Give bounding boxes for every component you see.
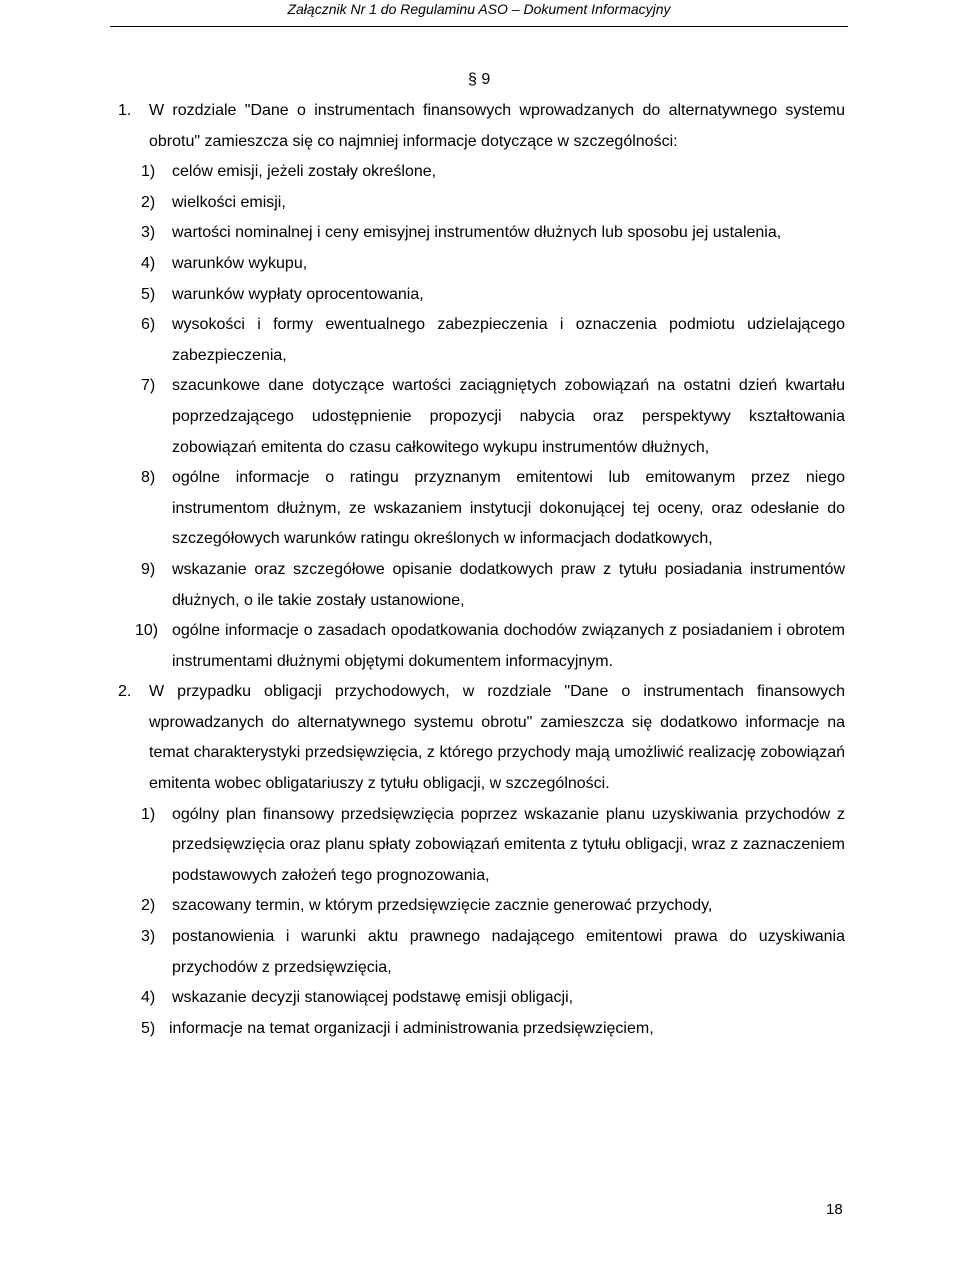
item-number: 2) — [141, 897, 156, 915]
item-number: 5) — [141, 285, 156, 303]
list-item — [118, 218, 845, 249]
item-text: szacowany termin, w którym przedsięwzięcie zacznie generować przychody, — [172, 897, 713, 915]
item-number: 6) — [141, 316, 156, 334]
point-1-items — [118, 157, 845, 677]
item-number: 9) — [141, 560, 156, 578]
document-body — [118, 96, 845, 1044]
item-text: wskazanie decyzji stanowiącej podstawę emisji obligacji, — [172, 989, 574, 1007]
item-text: wartości nominalnej i ceny emisyjnej instrumentów dłużnych lub sposobu jej ustalenia, — [172, 224, 782, 242]
list-item — [118, 310, 845, 371]
item-text: szacunkowe dane dotyczące wartości zaciągniętych zobowiązań na ostatni dzień kwartału poprzedzającego udostępnienie propozycji nabycia oraz perspektywy kształtowania zobowiązań emitenta do czasu całkowitego wykupu instrumentów dłużnych, — [172, 377, 845, 456]
list-item — [118, 249, 845, 280]
page-number: 18 — [826, 1201, 843, 1218]
item-text: ogólny plan finansowy przedsięwzięcia poprzez wskazanie planu uzyskiwania przychodów z przedsięwzięcia oraz planu spłaty zobowiązań emitenta z tytułu obligacji, wraz z zaznaczeniem podstawowych założeń tego prognozowania, — [172, 805, 845, 884]
item-text: ogólne informacje o zasadach opodatkowania dochodów związanych z posiadaniem i obrotem instrumentami dłużnymi objętymi dokumentem informacyjnym. — [172, 622, 845, 670]
list-item — [118, 280, 845, 311]
item-number: 3) — [141, 224, 156, 242]
item-text: celów emisji, jeżeli zostały określone, — [172, 163, 437, 181]
list-item — [118, 1014, 845, 1045]
item-text: warunków wykupu, — [172, 254, 308, 272]
list-item — [118, 616, 845, 677]
point-text: W przypadku obligacji przychodowych, w rozdziale "Dane o instrumentach finansowych wprowadzanych do alternatywnego systemu obrotu" zamieszcza się dodatkowo informacje na temat charakterystyki przedsięwzięcia, z którego przychody mają umożliwić realizację zobowiązań emitenta wobec obligatariuszy z tytułu obligacji, w szczególności. — [149, 683, 845, 793]
list-item — [118, 922, 845, 983]
point-text: W rozdziale "Dane o instrumentach finansowych wprowadzanych do alternatywnego systemu obrotu" zamieszcza się co najmniej informacje dotyczące w szczególności: — [149, 102, 845, 150]
point-number: 1. — [118, 102, 132, 119]
list-item — [118, 371, 845, 463]
list-item — [118, 891, 845, 922]
item-number: 1) — [141, 163, 156, 181]
point-1 — [118, 96, 845, 157]
list-item — [118, 157, 845, 188]
item-text: warunków wypłaty oprocentowania, — [172, 285, 424, 303]
point-2-items — [118, 800, 845, 1045]
item-number: 1) — [141, 805, 156, 823]
list-item — [118, 555, 845, 616]
page-header — [110, 0, 848, 27]
item-text: wysokości i formy ewentualnego zabezpieczenia i oznaczenia podmiotu udzielającego zabezpieczenia, — [172, 316, 845, 364]
item-number: 7) — [141, 377, 156, 395]
item-text: wielkości emisji, — [172, 193, 286, 211]
list-item — [118, 983, 845, 1014]
item-number: 8) — [141, 469, 156, 487]
item-number: 4) — [141, 254, 156, 272]
item-number: 3) — [141, 928, 156, 946]
item-number: 2) — [141, 193, 156, 211]
list-item — [118, 188, 845, 219]
section-sign: § 9 — [468, 71, 491, 88]
item-number: 4) — [141, 989, 156, 1007]
item-number: 10) — [135, 622, 159, 640]
point-number: 2. — [118, 683, 132, 701]
item-text: informacje na temat organizacji i administrowania przedsięwzięciem, — [169, 1019, 654, 1037]
item-number: 5) — [141, 1019, 156, 1037]
list-item — [118, 463, 845, 555]
header-title: Załącznik Nr 1 do Regulaminu ASO – Dokument Informacyjny — [287, 1, 671, 17]
item-text: postanowienia i warunki aktu prawnego nadającego emitentowi prawa do uzyskiwania przychodów z przedsięwzięcia, — [172, 928, 845, 976]
point-2 — [118, 677, 845, 799]
item-text: ogólne informacje o ratingu przyznanym emitentowi lub emitowanym przez niego instrumentom dłużnym, ze wskazaniem instytucji dokonującej tej oceny, oraz odesłanie do szczegółowych warunków ratingu określonych w informacjach dodatkowych, — [172, 469, 845, 548]
list-item — [118, 800, 845, 892]
item-text: wskazanie oraz szczegółowe opisanie dodatkowych praw z tytułu posiadania instrumentów dłużnych, o ile takie zostały ustanowione, — [172, 560, 845, 609]
